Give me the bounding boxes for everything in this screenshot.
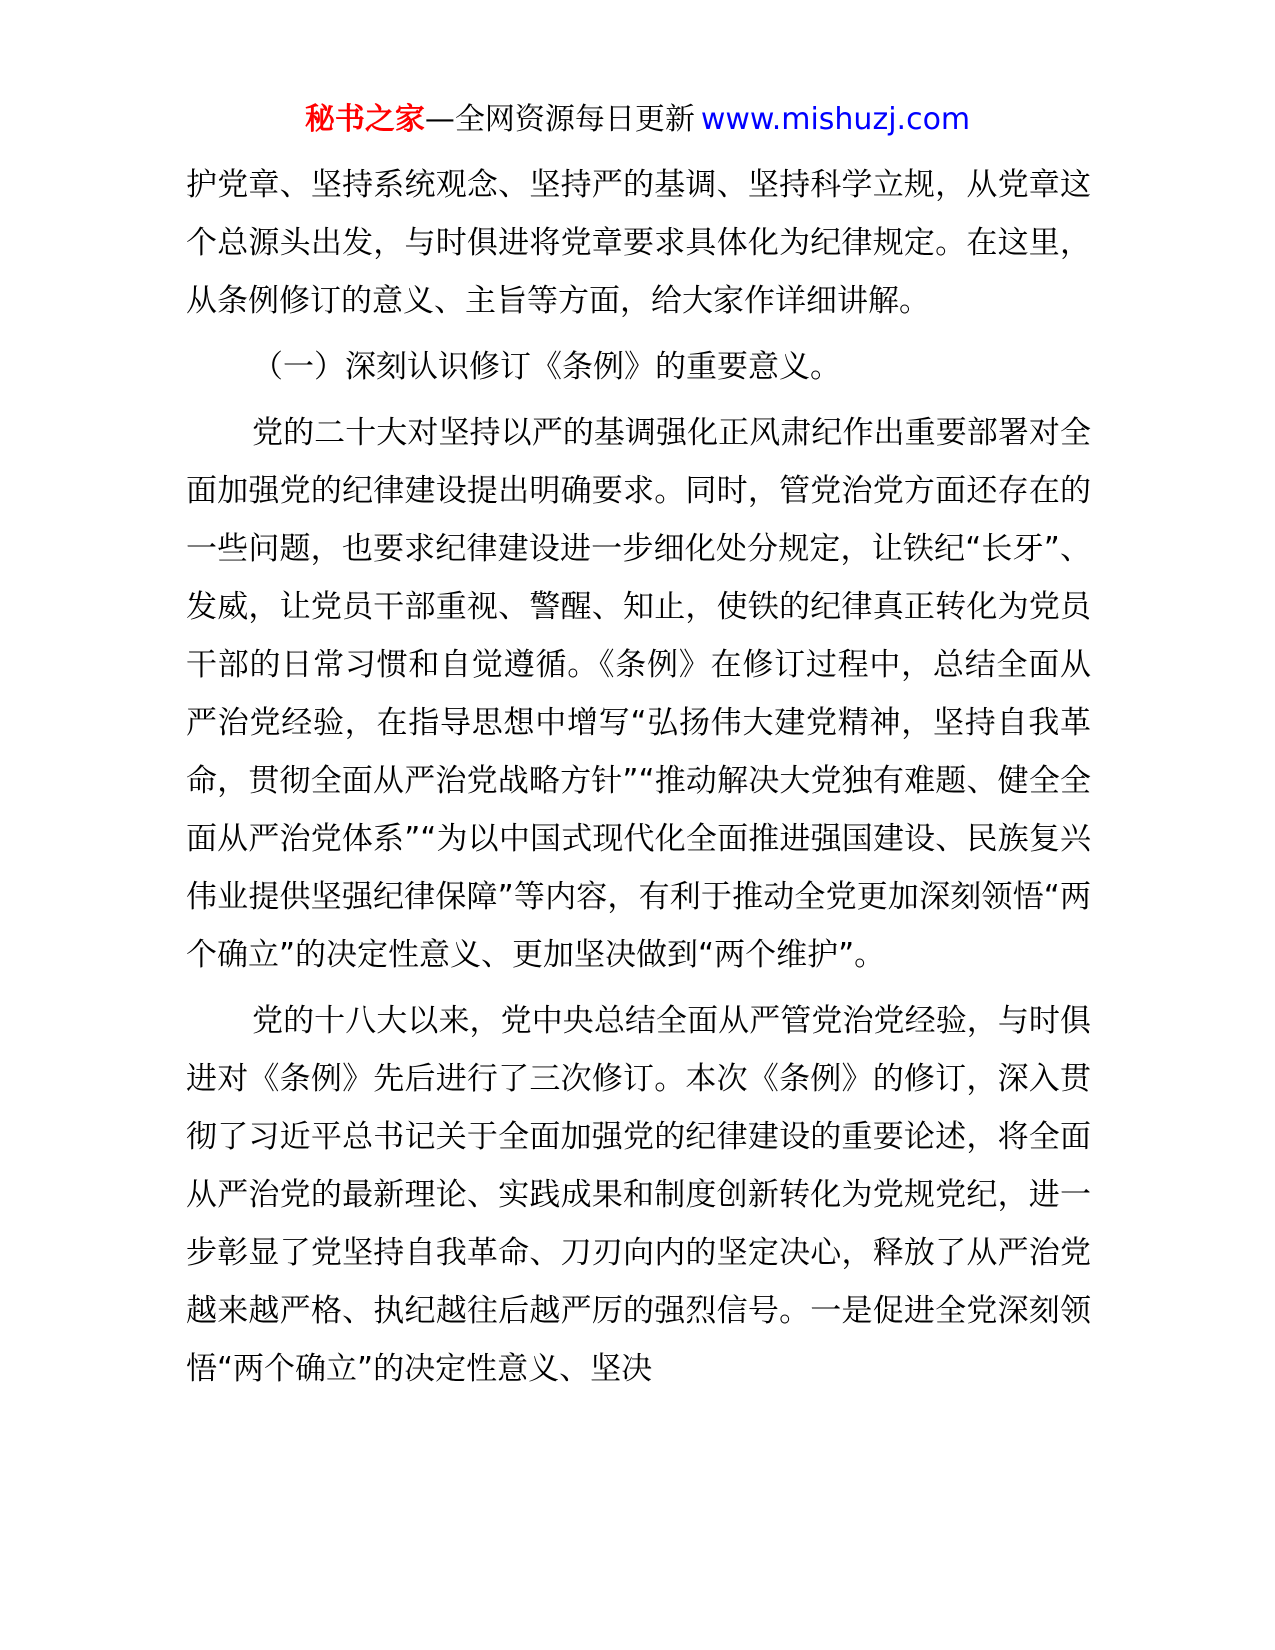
paragraph: 党的十八大以来，党中央总结全面从严管党治党经验，与时俱进对《条例》先后进行了三次修订。本次《条例》的修订，深入贯彻了习近平总书记关于全面加强党的纪律建设的重要论述，将全面从严治党的最新理论、实践成果和制度创新转化为党规党纪，进一步彰显了党坚持自我革命、刀刃向内的坚定决心，释放了从严治党越来越严格、执纪越往后越严厉的强烈信号。一是促进全党深刻领悟“两个确立”的决定性意义、坚决 [186, 1003, 1091, 1387]
header-tagline: —全网资源每日更新 [424, 102, 695, 137]
header-url-link[interactable]: www.mishuzj.com [700, 102, 971, 137]
page-header [0, 98, 1275, 142]
document-body [186, 156, 1091, 1398]
section-heading: （一）深刻认识修订《条例》的重要意义。 [252, 349, 841, 385]
paragraph-continuation: 护党章、坚持系统观念、坚持严的基调、坚持科学立规，从党章这个总源头出发，与时俱进将党章要求具体化为纪律规定。在这里，从条例修订的意义、主旨等方面，给大家作详细讲解。 [186, 167, 1091, 319]
header-brand: 秘书之家 [304, 102, 425, 137]
paragraph: 党的二十大对坚持以严的基调强化正风肃纪作出重要部署对全面加强党的纪律建设提出明确要求。同时，管党治党方面还存在的一些问题，也要求纪律建设进一步细化处分规定，让铁纪“长牙”、发威，让党员干部重视、警醒、知止，使铁的纪律真正转化为党员干部的日常习惯和自觉遵循。《条例》在修订过程中，总结全面从严治党经验，在指导思想中增写“弘扬伟大建党精神，坚持自我革命，贯彻全面从严治党战略方针”“推动解决大党独有难题、健全全面从严治党体系”“为以中国式现代化全面推进强国建设、民族复兴伟业提供坚强纪律保障”等内容，有利于推动全党更加深刻领悟“两个确立”的决定性意义、更加坚决做到“两个维护”。 [186, 415, 1091, 973]
